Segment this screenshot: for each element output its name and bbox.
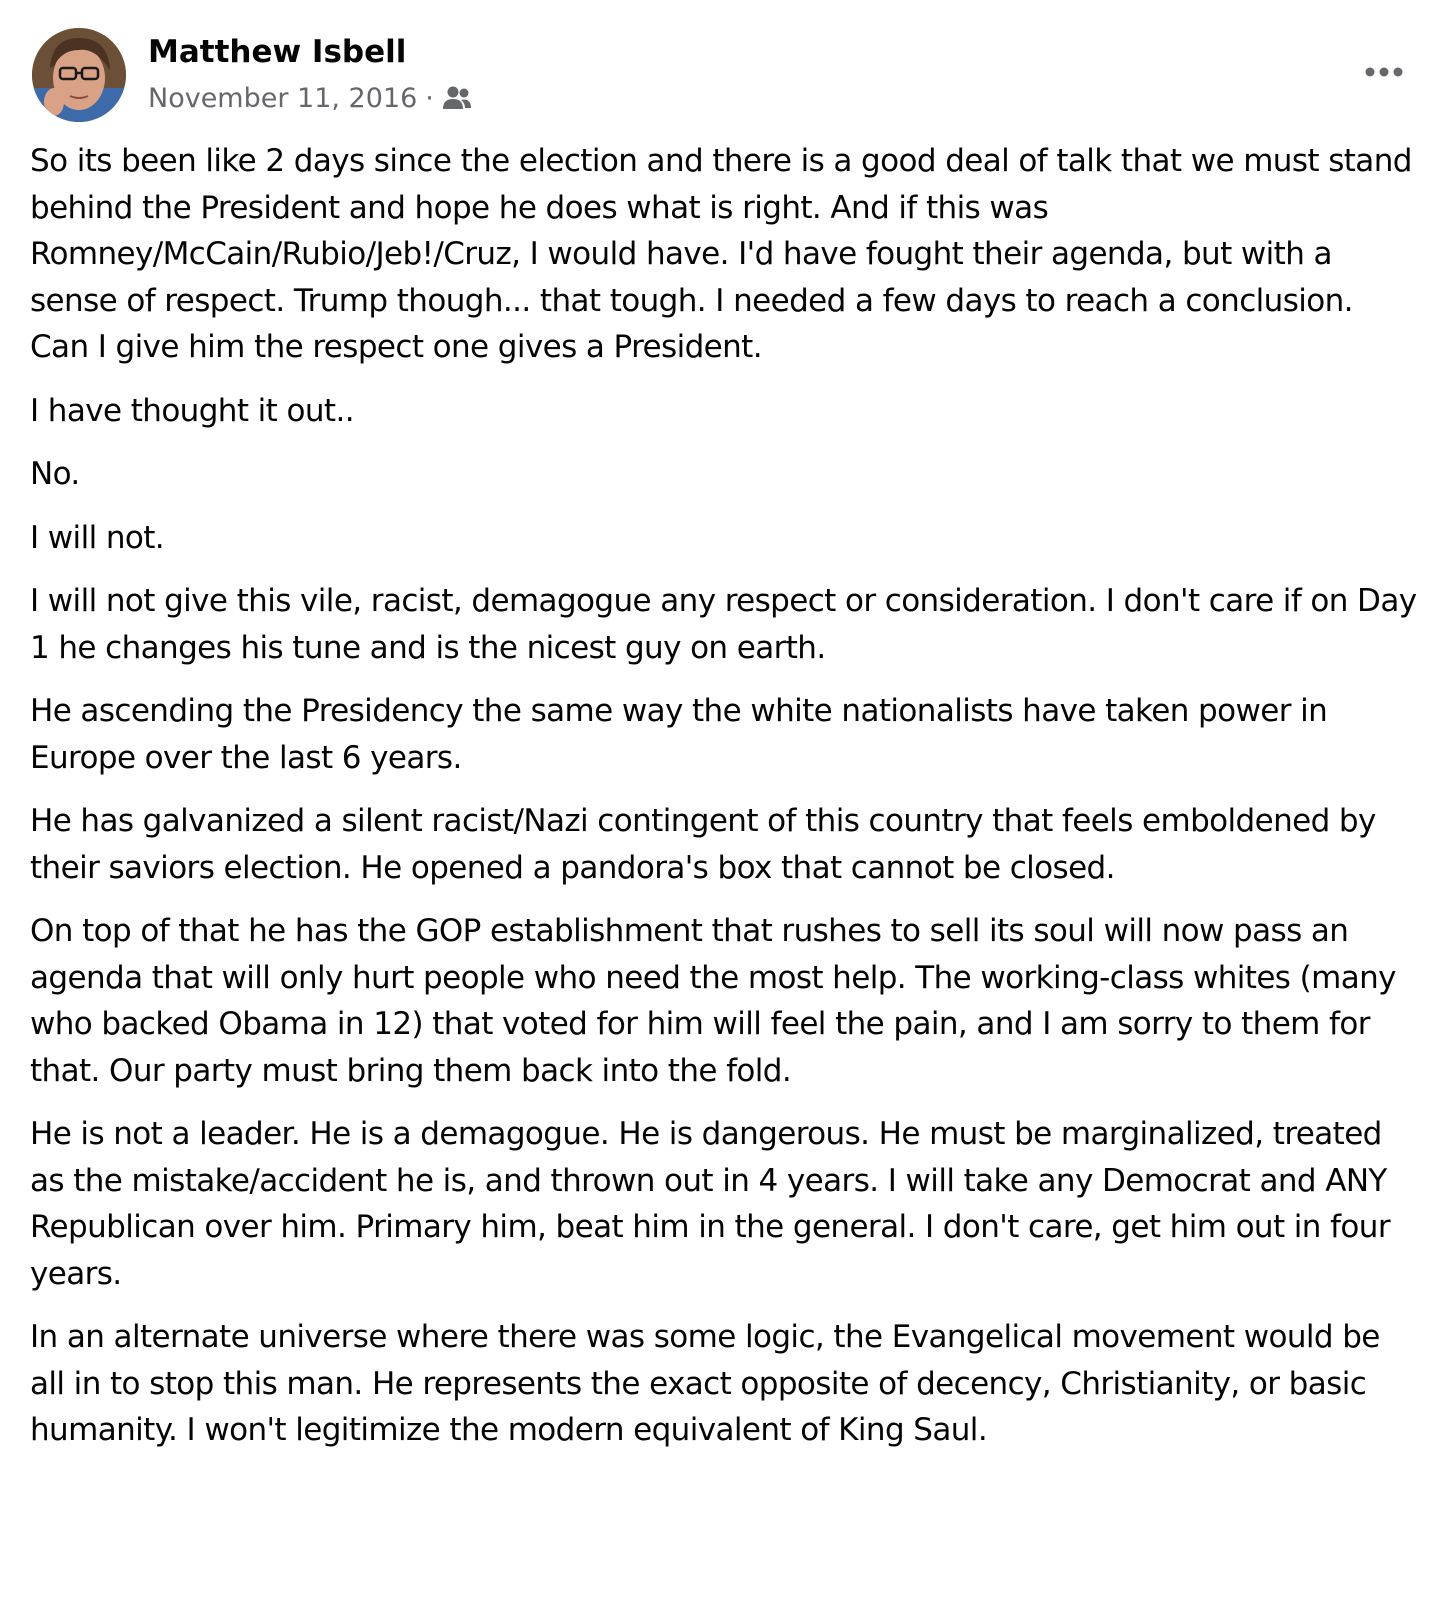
post-paragraph: He is not a leader. He is a demagogue. He is dangerous. He must be marginalized, treated as the mistake/accident he is, and thrown out in 4 years. I will take any Democrat and ANY Republican over him. Primary him, beat him in the general. I don't care, get him out in four years. (30, 1116, 1390, 1292)
post-paragraph: He has galvanized a silent racist/Nazi contingent of this country that feels emboldened by their saviors election. He opened a pandora's box that cannot be closed. (30, 803, 1376, 886)
post-header (32, 28, 1412, 124)
avatar-photo (32, 28, 126, 122)
post-paragraph: In an alternate universe where there was some logic, the Evangelical movement would be all in to stop this man. He represents the exact opposite of decency, Christianity, or basic humanity. I won't legitimize the modern equivalent of King Saul. (30, 1319, 1380, 1448)
post-paragraph: So its been like 2 days since the election and there is a good deal of talk that we must stand behind the President and hope he does what is right. And if this was Romney/McCain/Rubio/Jeb!/Cruz, I would have. I'd have fought their agenda, but with a sense of respect. Trump though... that tough. I needed a few days to reach a conclusion. Can I give him the respect one gives a President. (30, 143, 1412, 365)
post-paragraph: I will not give this vile, racist, demagogue any respect or consideration. I don't care if on Day 1 he changes his tune and is the nicest guy on earth. (30, 583, 1417, 666)
post-paragraph: He ascending the Presidency the same way the white nationalists have taken power in Europe over the last 6 years. (30, 693, 1328, 776)
more-options-button[interactable] (1356, 50, 1412, 94)
post-paragraph: I will not. (30, 519, 165, 556)
post-paragraph: On top of that he has the GOP establishment that rushes to sell its soul will now pass an agenda that will only hurt people who need the most help. The working-class whites (many who backed Obama in 12) that voted for him will feel the pain, and I am sorry to them for that. Our party must bring them back into the fold. (30, 913, 1396, 1089)
meta-separator: · (425, 82, 434, 114)
post-meta (148, 78, 472, 118)
post-body (30, 138, 1420, 1471)
more-options-icon (1364, 66, 1404, 78)
post-date[interactable]: November 11, 2016 (148, 82, 418, 114)
avatar[interactable] (32, 28, 126, 122)
author-name[interactable]: Matthew Isbell (148, 34, 407, 70)
friends-icon[interactable] (442, 85, 472, 111)
post-paragraph: I have thought it out.. (30, 392, 354, 429)
post-paragraph: No. (30, 456, 80, 492)
